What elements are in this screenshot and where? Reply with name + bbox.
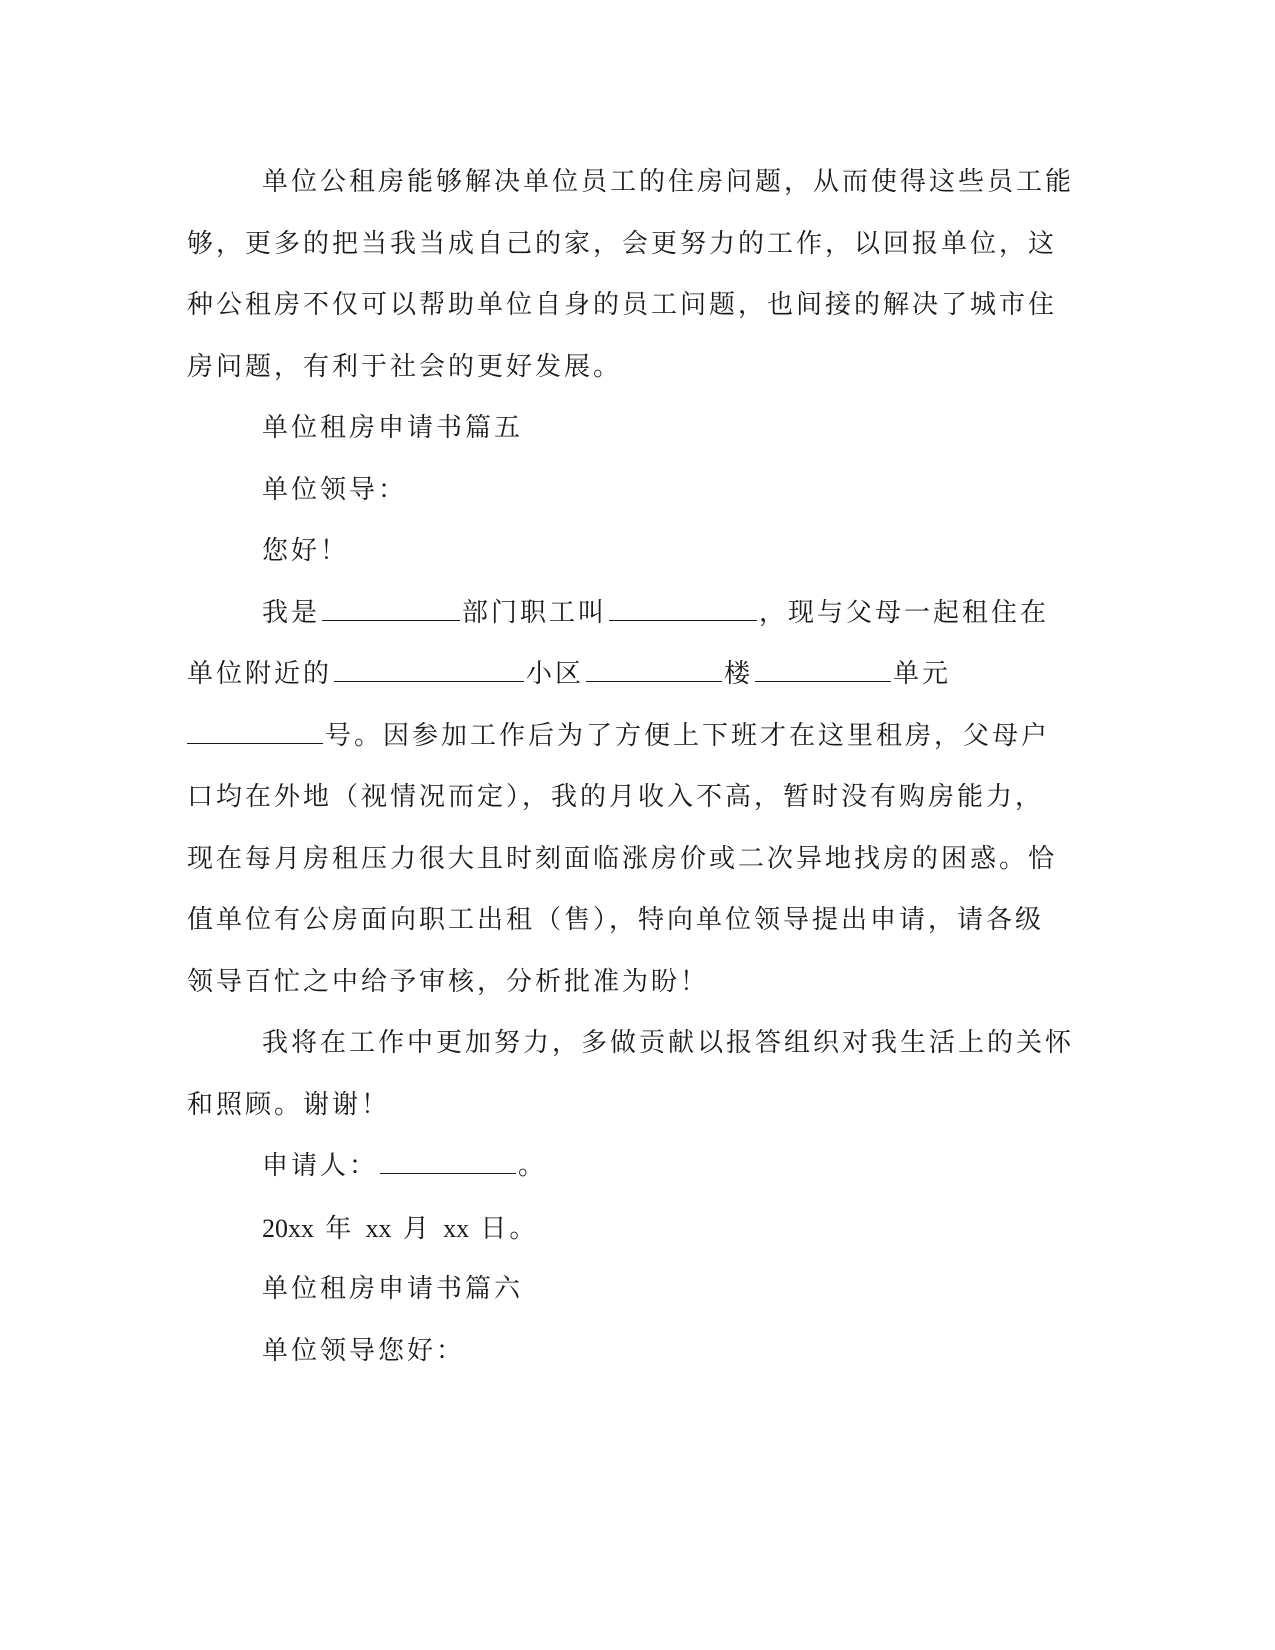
room-number-blank (187, 713, 323, 744)
applicant-line (187, 1136, 1072, 1198)
paragraph-2-line-3 (187, 706, 1072, 768)
document-page (187, 152, 1075, 1382)
text-segment: 我是 (262, 597, 321, 628)
greeting: 您好！ (262, 536, 350, 566)
building-blank (586, 651, 722, 682)
paragraph-2-line-7: 领导百忙之中给予审核，分析批准为盼！ (187, 966, 710, 997)
text-segment: 楼 (724, 659, 754, 689)
salutation: 单位领导： (262, 474, 408, 505)
paragraph-2-line-2 (187, 644, 1072, 706)
paragraph-3-line-1: 我将在工作中更加努力，多做贡献以报答组织对我生活上的关怀 (262, 1028, 1075, 1058)
paragraph-2-line-1 (187, 583, 1072, 645)
text-segment: 单元 (893, 659, 952, 689)
department-blank (322, 590, 460, 621)
text-segment: 单位附近的 (187, 659, 333, 689)
salutation-6: 单位领导您好： (262, 1335, 466, 1366)
paragraph-1-line-1: 单位公租房能够解决单位员工的住房问题，从而使得这些员工能 (262, 167, 1075, 197)
date-year-unit: 年 (325, 1213, 355, 1244)
paragraph-1-line-4: 房问题，有利于社会的更好发展。 (187, 351, 623, 382)
applicant-label: 申请人： (262, 1151, 379, 1181)
section-heading-5: 单位租房申请书篇五 (262, 413, 524, 443)
paragraph-2-line-6: 值单位有公房面向职工出租（售），特向单位领导提出申请，请各级 (187, 905, 1045, 935)
applicant-suffix: 。 (518, 1151, 548, 1181)
community-blank (334, 651, 524, 682)
applicant-blank (380, 1143, 516, 1174)
text-segment: 部门职工叫 (462, 597, 608, 628)
text-segment: 小区 (526, 659, 585, 689)
date-year: 20xx (262, 1213, 314, 1243)
paragraph-1-line-3: 种公租房不仅可以帮助单位自身的员工问题，也间接的解决了城市住 (187, 290, 1058, 320)
date-month: xx (365, 1213, 392, 1243)
date-line (187, 1198, 1072, 1260)
paragraph-1-line-2: 够，更多的把当我当成自己的家，会更努力的工作，以回报单位，这 (187, 228, 1058, 259)
paragraph-2-line-5: 现在每月房租压力很大且时刻面临涨房价或二次异地找房的困惑。恰 (187, 843, 1058, 874)
date-day: xx (443, 1213, 470, 1243)
paragraph-3-line-2: 和照顾。谢谢！ (187, 1089, 391, 1120)
date-month-unit: 月 (402, 1213, 432, 1244)
name-blank (609, 590, 757, 621)
date-day-unit: 日。 (480, 1213, 539, 1244)
text-segment: ，现与父母一起租住在 (759, 597, 1050, 628)
unit-blank (755, 651, 891, 682)
text-segment: 号。因参加工作后为了方便上下班才在这里租房，父母户 (325, 720, 1051, 751)
paragraph-2-line-4: 口均在外地（视情况而定），我的月收入不高，暂时没有购房能力， (187, 782, 1045, 812)
section-heading-6: 单位租房申请书篇六 (262, 1274, 524, 1304)
